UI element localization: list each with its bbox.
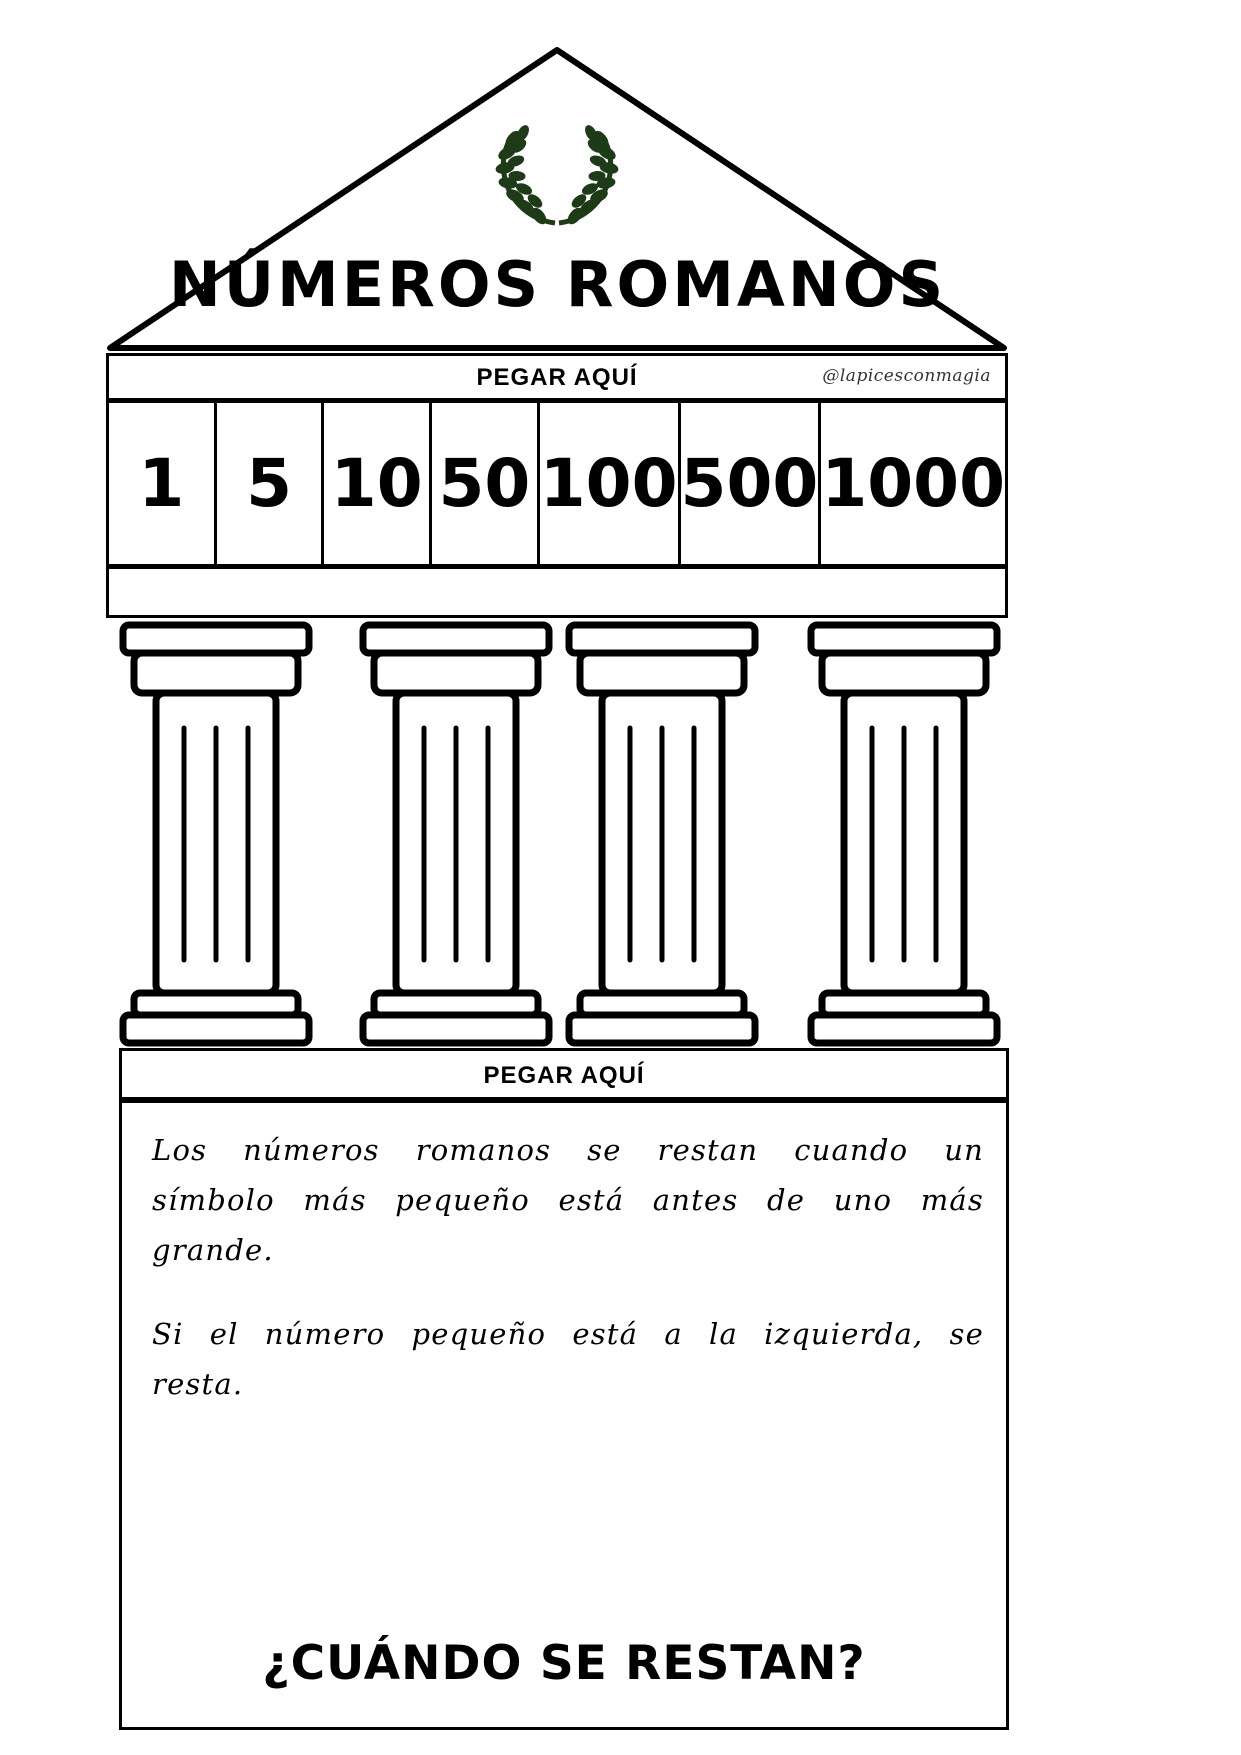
- page-title: NÚMEROS ROMANOS: [168, 248, 947, 321]
- explanation-panel: [119, 1100, 1009, 1730]
- architrave-strip: [106, 566, 1008, 618]
- glue-strip-bottom-label: PEGAR AQUÍ: [483, 1062, 645, 1089]
- explanation-text: [152, 1125, 984, 1443]
- value-cell-text: 100: [539, 444, 678, 522]
- value-cell-text: 10: [330, 444, 423, 522]
- value-cell: [432, 403, 540, 564]
- value-cell: [681, 403, 822, 564]
- laurel-wreath-icon: [493, 123, 621, 233]
- explanation-paragraph: Si el número pequeño está a la izquierda, se resta.: [152, 1317, 984, 1401]
- value-cell: [540, 403, 681, 564]
- value-cell-text: 1000: [821, 444, 1006, 522]
- panel-question: ¿CUÁNDO SE RESTAN?: [262, 1636, 866, 1691]
- value-cell-text: 500: [680, 444, 819, 522]
- column-3: [564, 620, 760, 1048]
- column-2: [358, 620, 554, 1048]
- watermark-handle: @lapicesconmagia: [822, 366, 991, 386]
- glue-strip-top-label: PEGAR AQUÍ: [476, 364, 638, 391]
- value-cell: [324, 403, 432, 564]
- temple-columns: [112, 620, 1008, 1048]
- value-cell-text: 1: [138, 444, 185, 522]
- glue-strip-bottom: [119, 1048, 1009, 1100]
- roman-values-row: [106, 400, 1008, 567]
- value-cell: [821, 403, 1005, 564]
- value-cell-text: 5: [246, 444, 292, 522]
- column-1: [118, 620, 314, 1048]
- value-cell: [217, 403, 325, 564]
- value-cell: [109, 403, 217, 564]
- glue-strip-top: [106, 353, 1008, 401]
- explanation-paragraph: Los números romanos se restan cuando un símbolo más pequeño está antes de uno más grande.: [152, 1133, 984, 1267]
- column-4: [806, 620, 1002, 1048]
- value-cell-text: 50: [438, 444, 531, 522]
